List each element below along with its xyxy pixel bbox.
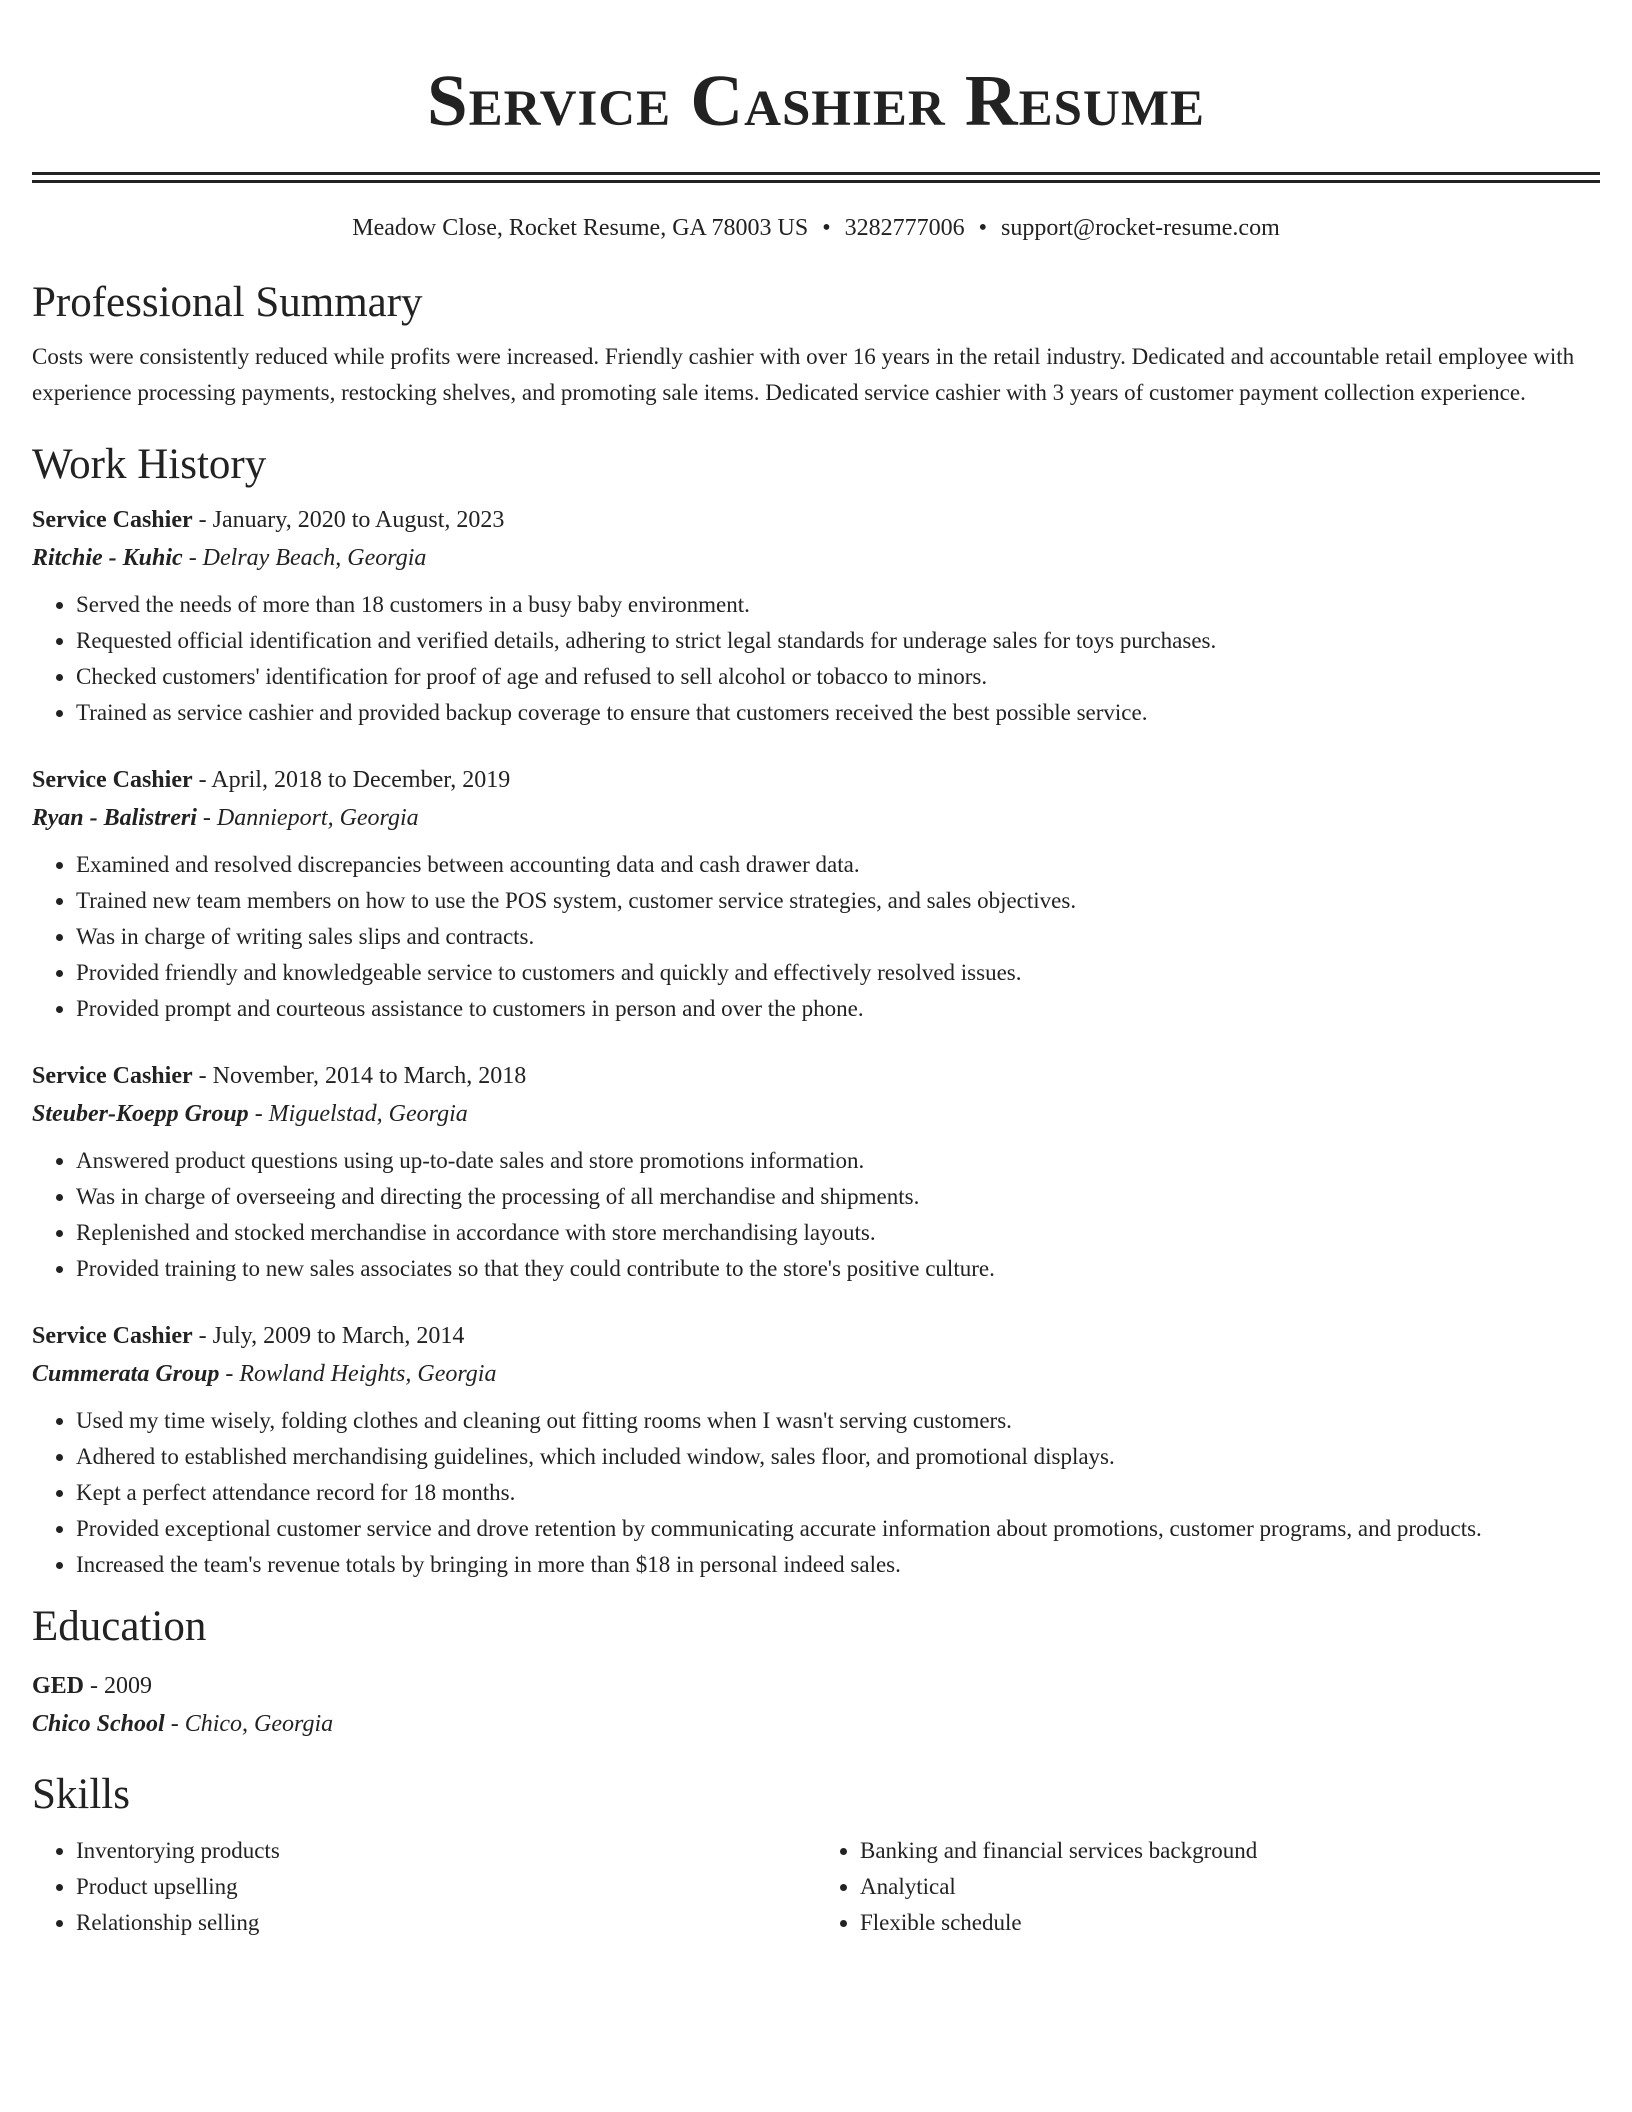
contact-separator: •	[978, 215, 988, 241]
list-item: • Product upselling	[76, 1869, 816, 1905]
list-item: • Was in charge of overseeing and directing the processing of all merchandise and shipments.	[76, 1179, 1600, 1215]
list-item: • Checked customers' identification for proof of age and refused to sell alcohol or tobacco to minors.	[76, 659, 1600, 695]
skills-column-right	[816, 1833, 1600, 1941]
job-dates: - November, 2014 to March, 2018	[192, 1063, 527, 1089]
education-school: Chico School	[32, 1711, 165, 1737]
list-item: • Trained new team members on how to use the POS system, customer service strategies, and sales objectives.	[76, 883, 1600, 919]
list-item: • Requested official identification and verified details, adhering to strict legal standards for underage sales for toys purchases.	[76, 623, 1600, 659]
contact-email[interactable]: support@rocket-resume.com	[1001, 215, 1280, 241]
job-title: Service Cashier	[32, 507, 193, 533]
list-item: • Relationship selling	[76, 1905, 816, 1941]
job-entry	[32, 1317, 1600, 1583]
work-history-section	[32, 439, 1600, 1583]
job-dates: - January, 2020 to August, 2023	[192, 507, 505, 533]
education-header	[32, 1667, 1600, 1705]
education-entry	[32, 1667, 1600, 1743]
list-item: • Provided exceptional customer service and drove retention by communicating accurate information about promotions, customer programs, and products.	[76, 1511, 1600, 1547]
job-bullets	[32, 847, 1600, 1027]
resume-title: Service Cashier Resume	[426, 60, 1206, 141]
education-location: - Chico, Georgia	[164, 1711, 334, 1737]
job-entry	[32, 1057, 1600, 1287]
list-item: • Served the needs of more than 18 customers in a busy baby environment.	[76, 587, 1600, 623]
job-header	[32, 1057, 1600, 1095]
resume-page	[32, 0, 1600, 1941]
job-header	[32, 761, 1600, 799]
education-heading: Education	[32, 1603, 207, 1650]
list-item: • Answered product questions using up-to-date sales and store promotions information.	[76, 1143, 1600, 1179]
job-employer	[32, 539, 1600, 577]
education-section	[32, 1601, 1600, 1743]
job-title: Service Cashier	[32, 1323, 193, 1349]
job-employer	[32, 1095, 1600, 1133]
job-dates: - July, 2009 to March, 2014	[192, 1323, 465, 1349]
job-location: - Delray Beach, Georgia	[182, 545, 427, 571]
contact-separator: •	[822, 215, 831, 241]
job-company: Ritchie - Kuhic	[32, 545, 183, 571]
job-company: Steuber-Koepp Group	[32, 1101, 249, 1127]
job-title: Service Cashier	[32, 767, 193, 793]
list-item: • Replenished and stocked merchandise in accordance with store merchandising layouts.	[76, 1215, 1600, 1251]
job-dates: - April, 2018 to December, 2019	[192, 767, 511, 793]
job-bullets	[32, 1143, 1600, 1287]
contact-address: Meadow Close, Rocket Resume, GA 78003 US	[352, 215, 809, 241]
education-degree: GED	[32, 1673, 85, 1699]
contact-line	[32, 211, 1600, 245]
job-entry	[32, 761, 1600, 1027]
list-item: • Provided friendly and knowledgeable service to customers and quickly and effectively resolved issues.	[76, 955, 1600, 991]
list-item: • Trained as service cashier and provided backup coverage to ensure that customers received the best possible service.	[76, 695, 1600, 731]
list-item: • Examined and resolved discrepancies between accounting data and cash drawer data.	[76, 847, 1600, 883]
list-item: • Was in charge of writing sales slips and contracts.	[76, 919, 1600, 955]
skills-grid	[32, 1833, 1600, 1941]
list-item: • Kept a perfect attendance record for 18 months.	[76, 1475, 1600, 1511]
list-item: • Adhered to established merchandising guidelines, which included window, sales floor, and promotional displays.	[76, 1439, 1600, 1475]
contact-phone: 3282777006	[844, 215, 965, 241]
summary-heading: Professional Summary	[32, 279, 423, 326]
education-school-line	[32, 1705, 1600, 1743]
divider-line-top	[32, 172, 1600, 175]
skills-section	[32, 1769, 1600, 1941]
job-location: - Dannieport, Georgia	[196, 805, 419, 831]
skills-column-left	[32, 1833, 816, 1941]
job-company: Cummerata Group	[32, 1361, 220, 1387]
list-item: • Inventorying products	[76, 1833, 816, 1869]
job-title: Service Cashier	[32, 1063, 193, 1089]
title-divider	[32, 172, 1600, 183]
list-item: • Used my time wisely, folding clothes and cleaning out fitting rooms when I wasn't serving customers.	[76, 1403, 1600, 1439]
job-entry	[32, 501, 1600, 731]
summary-section	[32, 277, 1600, 411]
job-location: - Miguelstad, Georgia	[248, 1101, 468, 1127]
list-item: • Analytical	[860, 1869, 1600, 1905]
job-header	[32, 1317, 1600, 1355]
summary-text: Costs were consistently reduced while profits were increased. Friendly cashier with over 16 years in the retail industry. Dedicated and accountable retail employee with experience processing payments, restocking shelves, and promoting sale items. Dedicated service cashier with 3 years of customer payment collection experience.	[32, 344, 1575, 405]
list-item: • Flexible schedule	[860, 1905, 1600, 1941]
job-employer	[32, 1355, 1600, 1393]
job-bullets	[32, 587, 1600, 731]
education-year: - 2009	[84, 1673, 153, 1699]
work-history-heading: Work History	[32, 441, 267, 488]
list-item: • Provided training to new sales associates so that they could contribute to the store's positive culture.	[76, 1251, 1600, 1287]
job-header	[32, 501, 1600, 539]
job-location: - Rowland Heights, Georgia	[219, 1361, 497, 1387]
job-company: Ryan - Balistreri	[32, 805, 197, 831]
list-item: • Increased the team's revenue totals by bringing in more than $18 in personal indeed sales.	[76, 1547, 1600, 1583]
job-bullets	[32, 1403, 1600, 1583]
divider-line-bottom	[32, 180, 1600, 183]
job-employer	[32, 799, 1600, 837]
skills-heading: Skills	[32, 1771, 130, 1818]
list-item: • Provided prompt and courteous assistance to customers in person and over the phone.	[76, 991, 1600, 1027]
list-item: • Banking and financial services background	[860, 1833, 1600, 1869]
